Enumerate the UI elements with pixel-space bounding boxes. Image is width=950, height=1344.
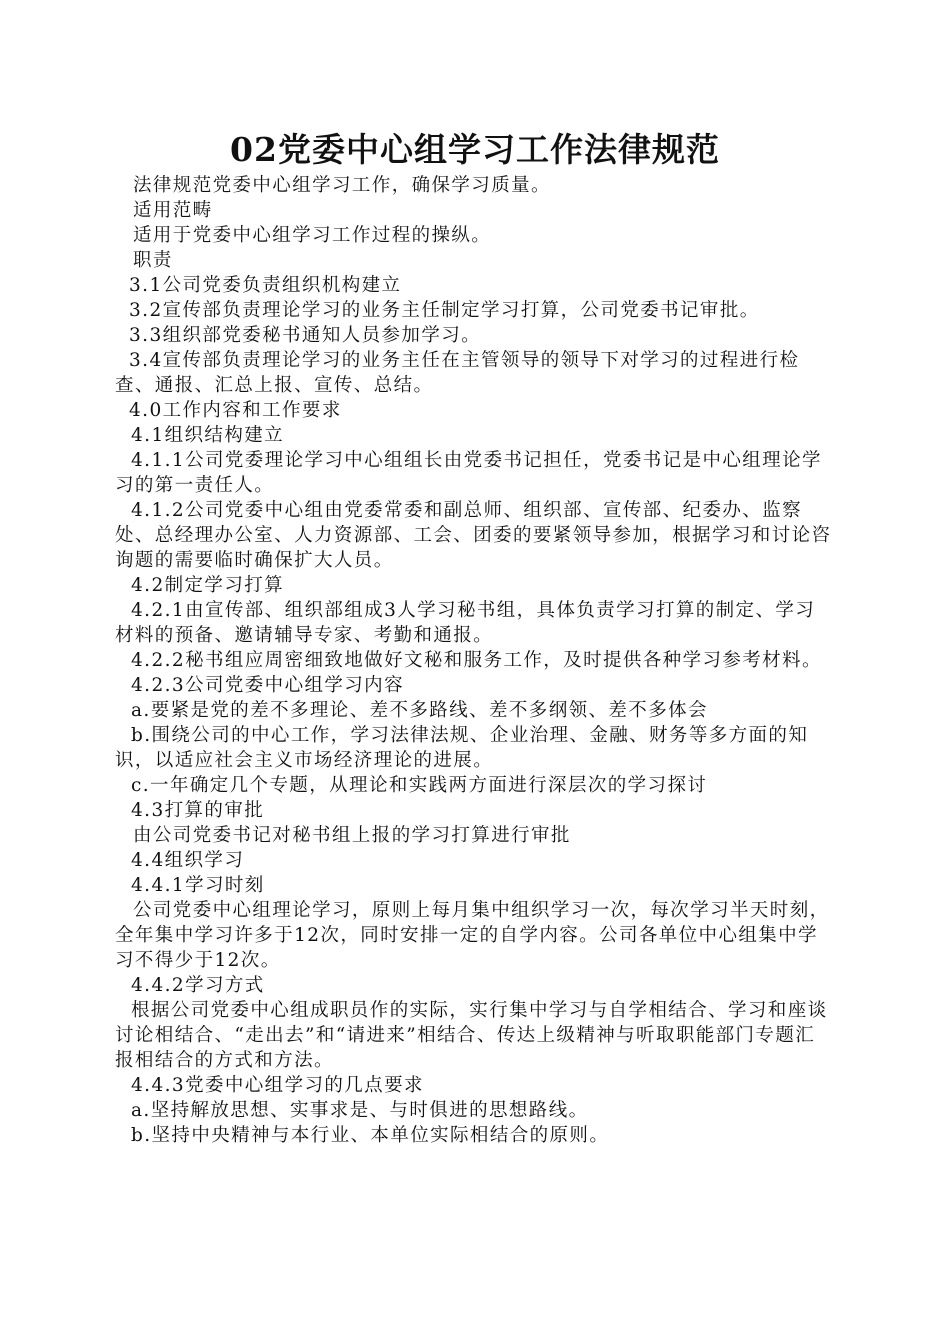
document-paragraph: 适用范畴: [133, 200, 213, 221]
document-paragraph: a.要紧是党的差不多理论、差不多路线、差不多纲领、差不多体会: [131, 700, 708, 721]
document-paragraph: 3.2宣传部负责理论学习的业务主任制定学习打算，公司党委书记审批。: [129, 300, 760, 321]
document-title: 02党委中心组学习工作法律规范: [230, 130, 720, 169]
document-paragraph: 4.3打算的审批: [131, 800, 265, 821]
document-paragraph: 职责: [133, 250, 173, 271]
document-paragraph: 4.4.1学习时刻: [131, 875, 265, 896]
document-paragraph: 4.2.2秘书组应周密细致地做好文秘和服务工作，及时提供各种学习参考材料。: [131, 650, 822, 671]
document-paragraph: 3.1公司党委负责组织机构建立: [129, 275, 402, 296]
document-paragraph: 根据公司党委中心组成职员作的实际，实行集中学习与自学相结合、学习和座谈讨论相结合、“走出去”和“请进来”相结合、传达上级精神与听取职能部门专题汇报相结合的方式和方法。: [115, 1000, 828, 1071]
document-paragraph: 4.2制定学习打算: [131, 575, 285, 596]
document-paragraph: 公司党委中心组理论学习，原则上每月集中组织学习一次，每次学习半天时刻，全年集中学习许多于12次，同时安排一定的自学内容。公司各单位中心组集中学习不得少于12次。: [115, 900, 830, 971]
document-paragraph: 4.4.2学习方式: [131, 975, 265, 996]
document-paragraph: 4.1组织结构建立: [131, 425, 285, 446]
document-paragraph: 4.2.1由宣传部、组织部组成3人学习秘书组，具体负责学习打算的制定、学习材料的预备、邀请辅导专家、考勤和通报。: [115, 600, 816, 646]
document-paragraph: 3.4宣传部负责理论学习的业务主任在主管领导的领导下对学习的过程进行检查、通报、汇总上报、宣传、总结。: [115, 350, 800, 396]
document-paragraph: 由公司党委书记对秘书组上报的学习打算进行审批: [133, 825, 571, 846]
document-paragraph: 4.1.1公司党委理论学习中心组组长由党委书记担任，党委书记是中心组理论学习的第一责任人。: [115, 450, 822, 496]
document-paragraph: 4.0工作内容和工作要求: [129, 400, 342, 421]
document-paragraph: c.一年确定几个专题，从理论和实践两方面进行深层次的学习探讨: [131, 775, 708, 796]
document-paragraph: a.坚持解放思想、实事求是、与时俱进的思想路线。: [131, 1100, 589, 1121]
document-paragraph: 法律规范党委中心组学习工作，确保学习质量。: [133, 175, 551, 196]
document-paragraph: 4.2.3公司党委中心组学习内容: [131, 675, 404, 696]
document-paragraph: b.围绕公司的中心工作，学习法律法规、企业治理、金融、财务等多方面的知识，以适应社会主义市场经济理论的进展。: [115, 725, 809, 771]
document-paragraph: 4.1.2公司党委中心组由党委常委和副总师、组织部、宣传部、纪委办、监察处、总经理办公室、人力资源部、工会、团委的要紧领导参加，根据学习和讨论咨询题的需要临时确保扩大人员。: [115, 500, 832, 571]
document-paragraph: 适用于党委中心组学习工作过程的操纵。: [133, 225, 492, 246]
document-body: [115, 173, 835, 1148]
document-paragraph: b.坚持中央精神与本行业、本单位实际相结合的原则。: [131, 1125, 610, 1146]
document-paragraph: 4.4组织学习: [131, 850, 245, 871]
document-paragraph: 4.4.3党委中心组学习的几点要求: [131, 1075, 424, 1096]
document-paragraph: 3.3组织部党委秘书通知人员参加学习。: [129, 325, 482, 346]
